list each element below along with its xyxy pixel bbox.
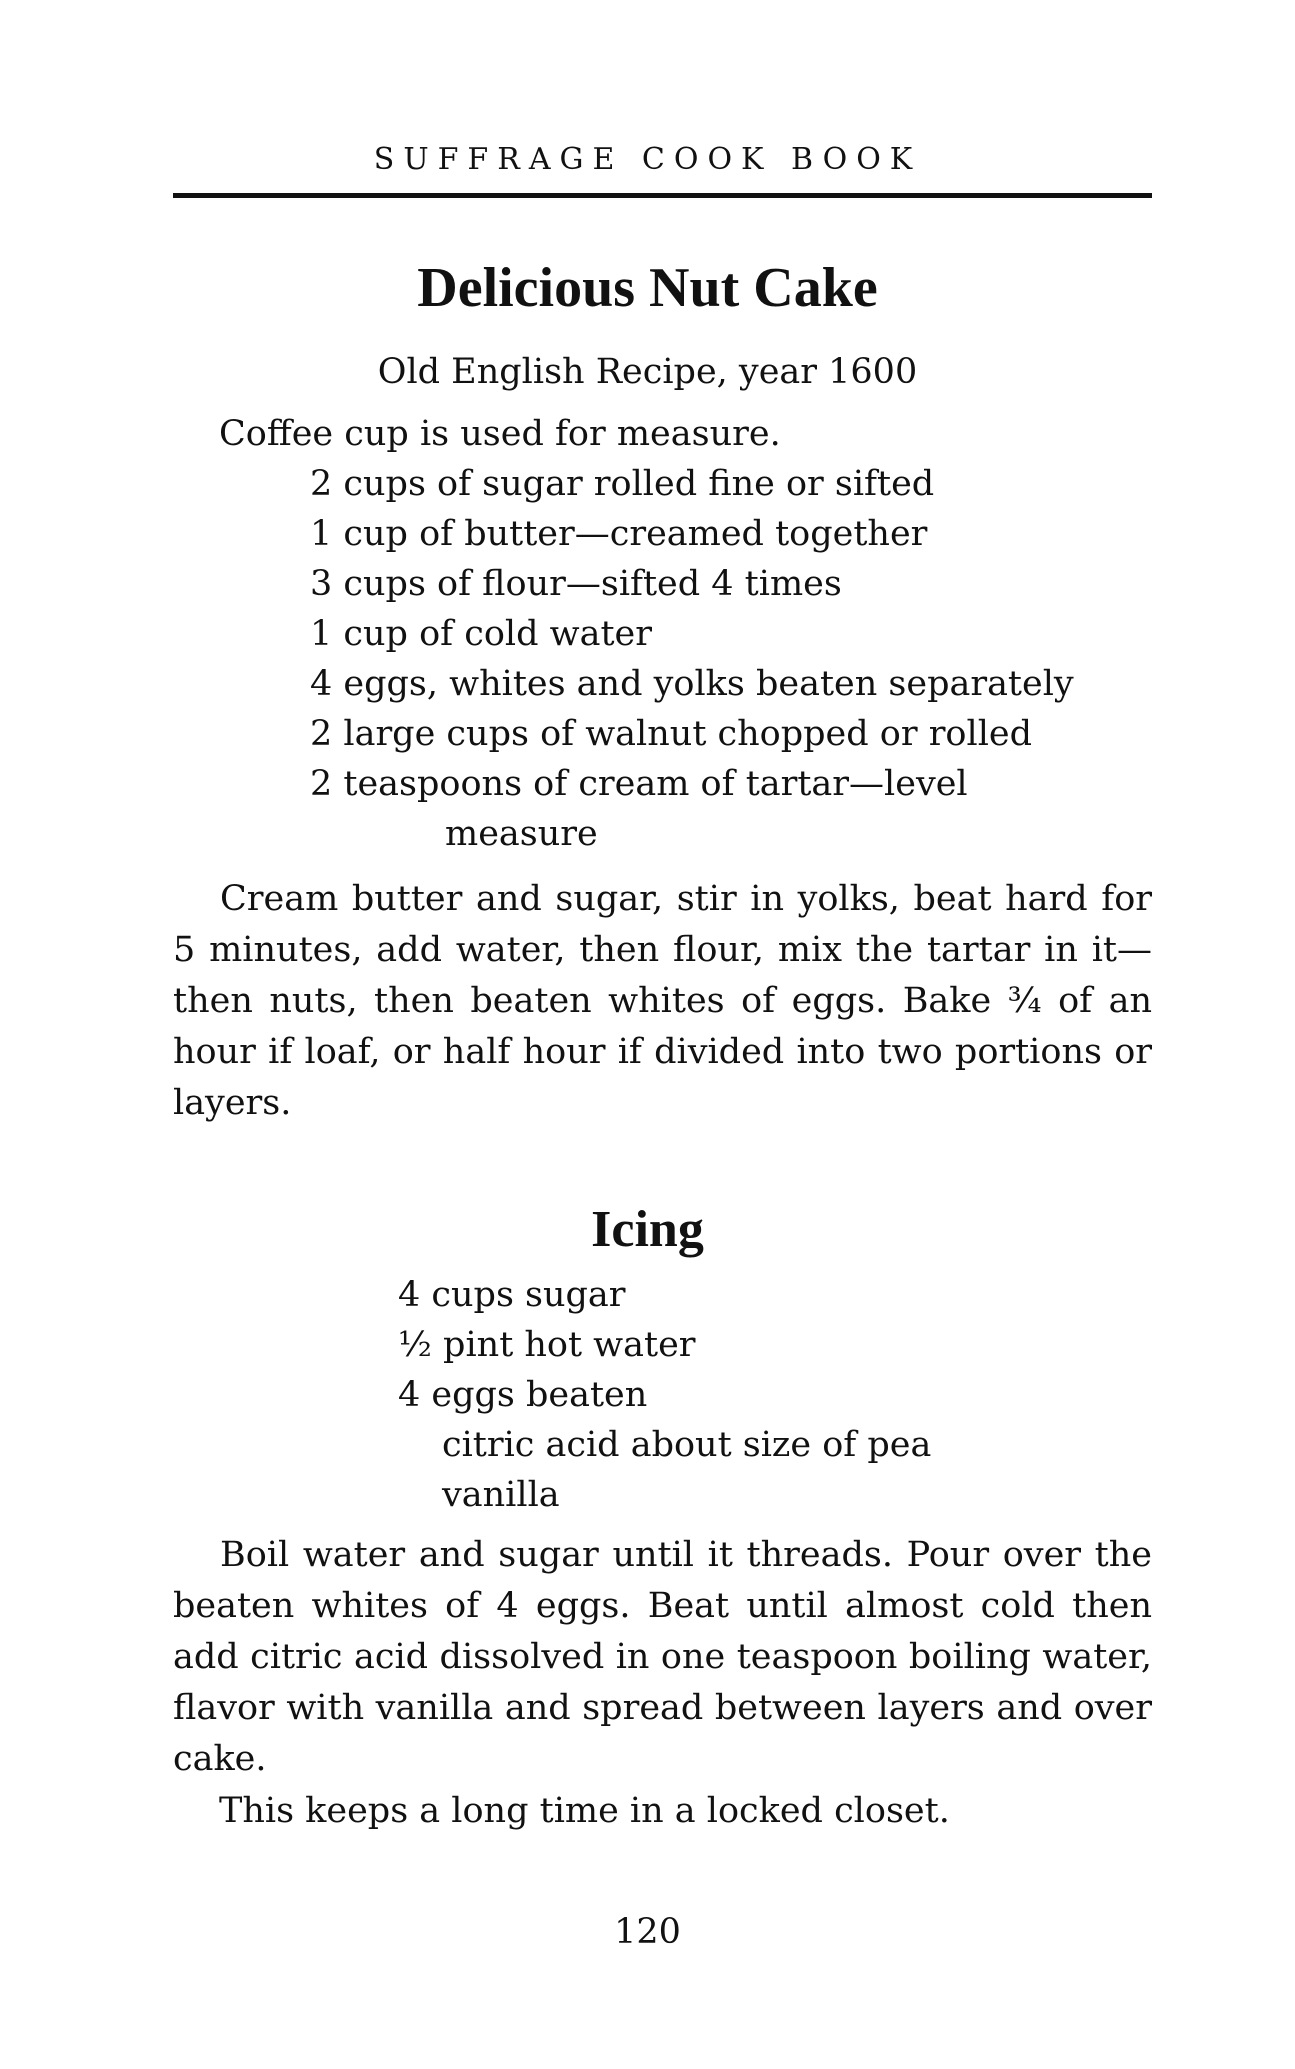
icing-ingredient: 4 eggs beaten	[398, 1375, 648, 1415]
icing-method-paragraph: Boil water and sugar until it threads. Pour over the beaten whites of 4 eggs. Beat until almost cold then add citric acid dissolved in one teaspoon boiling water, flavor with vanilla and spread between layers and over cake.	[173, 1535, 1152, 1779]
measure-note: Coffee cup is used for measure.	[219, 414, 781, 454]
icing-ingredient: 4 cups sugar	[398, 1275, 626, 1315]
icing-ingredient: ½ pint hot water	[398, 1325, 696, 1365]
page-number: 120	[614, 1912, 681, 1952]
ingredient-continuation: measure	[445, 814, 598, 854]
ingredient-line: 2 teaspoons of cream of tartar—level	[310, 764, 968, 804]
running-head: SUFFRAGE COOK BOOK	[373, 142, 922, 177]
ingredient-line: 2 cups of sugar rolled fine or sifted	[310, 464, 935, 504]
ingredient-line: 1 cup of cold water	[310, 614, 652, 654]
header-rule	[173, 193, 1152, 198]
storage-note: This keeps a long time in a locked closet.	[219, 1791, 950, 1831]
recipe-title: Delicious Nut Cake	[417, 257, 878, 319]
ingredient-line: 1 cup of butter—creamed together	[310, 514, 928, 554]
ingredient-line: 4 eggs, whites and yolks beaten separately	[310, 664, 1074, 704]
icing-title: Icing	[591, 1201, 704, 1258]
ingredient-line: 2 large cups of walnut chopped or rolled	[310, 714, 1033, 754]
icing-extra: citric acid about size of pea	[442, 1425, 932, 1465]
cake-method-paragraph: Cream butter and sugar, stir in yolks, beat hard for 5 minutes, add water, then flour, mix the tartar in it—then nuts, then beaten whites of eggs. Bake ¾ of an hour if loaf, or half hour if divided into two portions or layers.	[173, 879, 1152, 1123]
ingredient-line: 3 cups of flour—sifted 4 times	[310, 564, 842, 604]
icing-extra: vanilla	[442, 1475, 560, 1515]
recipe-subtitle: Old English Recipe, year 1600	[377, 352, 918, 392]
